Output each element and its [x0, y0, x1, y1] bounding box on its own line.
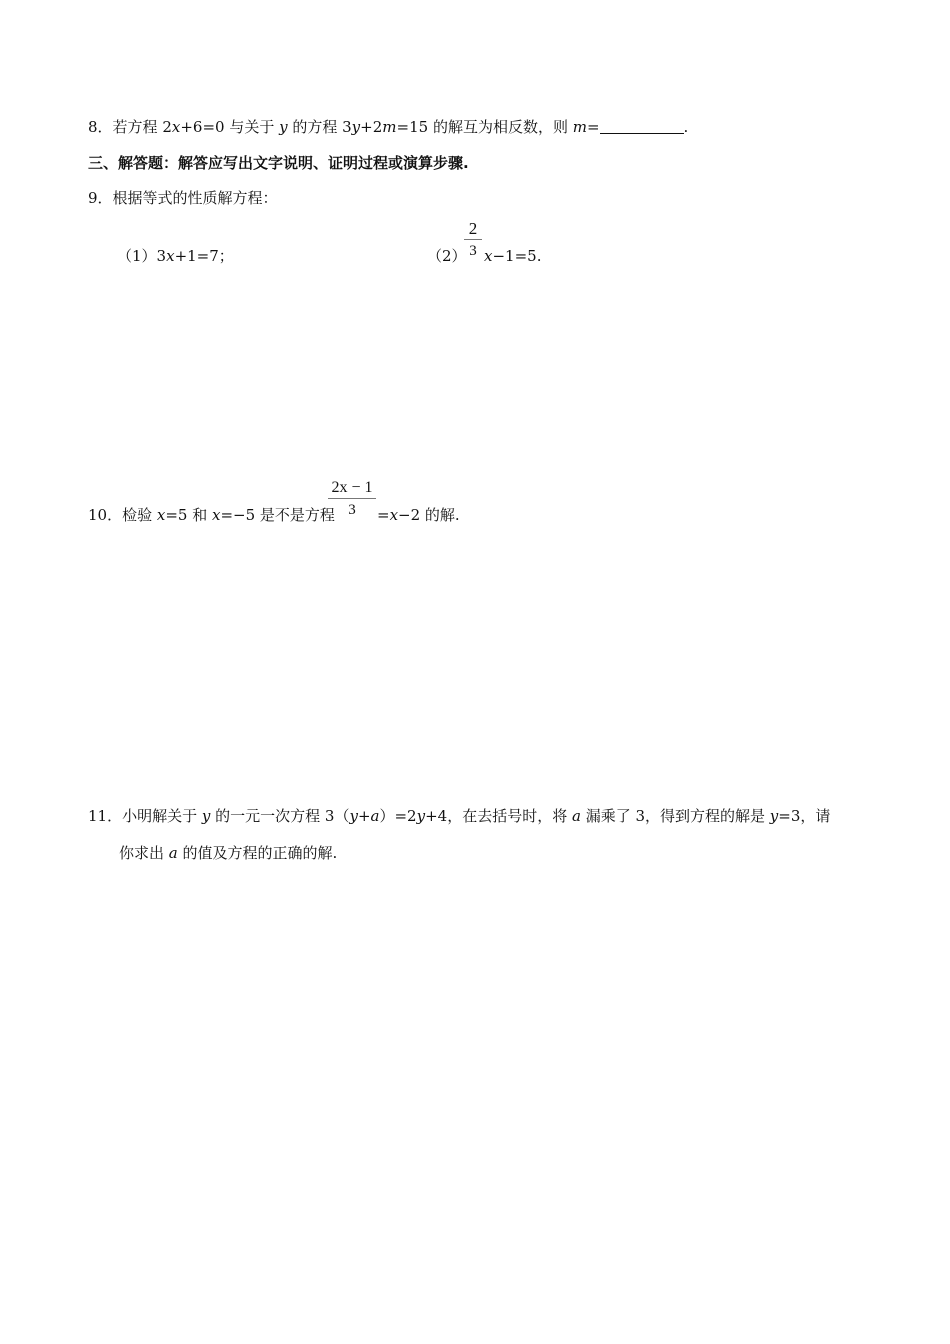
fraction-two-thirds: 2 3 [464, 219, 482, 262]
question-11-line-2: 你求出 a 的值及方程的正确的解. [119, 844, 338, 862]
question-11-line-1: 11．小明解关于 y 的一元一次方程 3（y+a）=2y+4，在去括号时，将 a 漏乘了 3，得到方程的解是 y=3，请 [88, 807, 831, 825]
question-9: 9．根据等式的性质解方程： [88, 189, 278, 207]
question-10-rest: =x−2 的解. [377, 506, 460, 524]
question-9-part-2-label: （2） [427, 247, 467, 265]
question-8: 8．若方程 2x+6=0 与关于 y 的方程 3y+2m=15 的解互为相反数，则 m= . [88, 118, 689, 136]
question-10-text: 10．检验 x=5 和 x=−5 是不是方程 [88, 506, 335, 524]
fraction-2x-minus-1-over-3: 2x − 1 3 [328, 478, 376, 521]
question-number: 9． [88, 189, 113, 207]
question-9-part-2-rest: x−1=5. [484, 247, 542, 265]
answer-blank [600, 119, 684, 134]
question-9-part-1: （1）3x+1=7； [117, 247, 234, 265]
question-number: 10． [88, 506, 123, 524]
question-number: 11． [88, 807, 123, 825]
question-number: 8． [88, 118, 113, 136]
section-heading: 三、解答题：解答应写出文字说明、证明过程或演算步骤. [88, 154, 469, 172]
